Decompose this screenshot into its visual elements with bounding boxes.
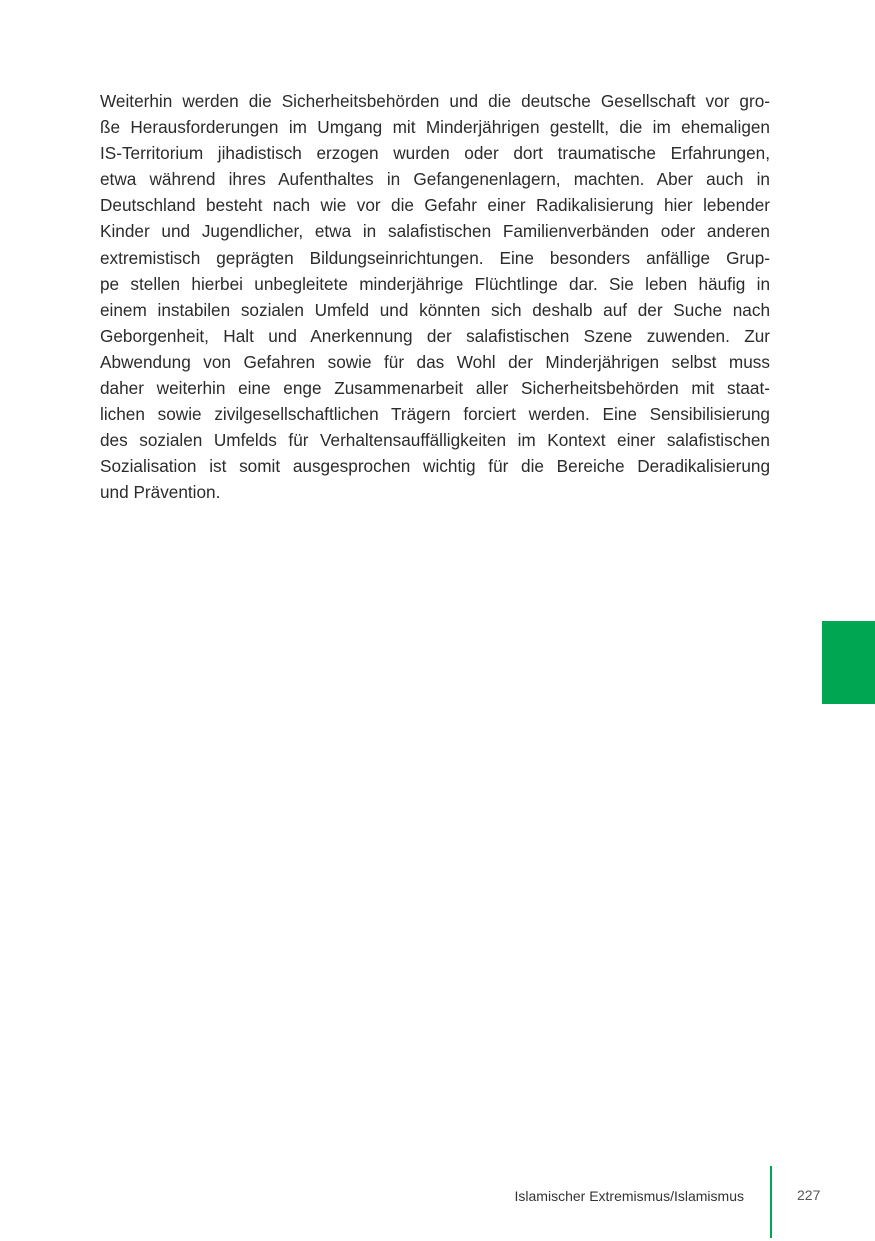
footer-section-title: Islamischer Extremismus/Islamismus bbox=[514, 1188, 744, 1204]
paragraph-line: Geborgenheit, Halt und Anerkennung der salafistischen Szene zuwenden. Zur bbox=[100, 325, 770, 346]
paragraph-line: und Prävention. bbox=[100, 482, 221, 503]
paragraph-line: Kinder und Jugendlicher, etwa in salafistischen Familienverbänden oder anderen bbox=[100, 221, 770, 242]
body-paragraph bbox=[100, 88, 770, 506]
paragraph-line: Weiterhin werden die Sicherheitsbehörden und die deutsche Gesellschaft vor gro- bbox=[100, 91, 770, 111]
paragraph-line: des sozialen Umfelds für Verhaltensauffälligkeiten im Kontext einer salafistischen bbox=[100, 430, 770, 451]
paragraph-line: Abwendung von Gefahren sowie für das Wohl der Minderjährigen selbst muss bbox=[100, 351, 770, 372]
paragraph-line: einem instabilen sozialen Umfeld und könnten sich deshalb auf der Suche nach bbox=[100, 299, 770, 320]
paragraph-line: daher weiterhin eine enge Zusammenarbeit aller Sicherheitsbehörden mit staat- bbox=[100, 378, 770, 399]
paragraph-line: extremistisch geprägten Bildungseinrichtungen. Eine besonders anfällige Grup- bbox=[100, 247, 770, 268]
page-number: 227 bbox=[797, 1187, 821, 1203]
paragraph-line: lichen sowie zivilgesellschaftlichen Trägern forciert werden. Eine Sensibilisierung bbox=[100, 404, 770, 425]
chapter-tab-marker bbox=[822, 621, 875, 704]
paragraph-line: Sozialisation ist somit ausgesprochen wichtig für die Bereiche Deradikalisierung bbox=[100, 456, 770, 477]
paragraph-line: pe stellen hierbei unbegleitete minderjährige Flüchtlinge dar. Sie leben häufig in bbox=[100, 273, 770, 294]
paragraph-line: IS-Territorium jihadistisch erzogen wurden oder dort traumatische Erfahrungen, bbox=[100, 143, 770, 164]
paragraph-line: ße Herausforderungen im Umgang mit Minderjährigen gestellt, die im ehemaligen bbox=[100, 117, 770, 138]
footer-divider bbox=[770, 1166, 772, 1238]
paragraph-line: etwa während ihres Aufenthaltes in Gefangenenlagern, machten. Aber auch in bbox=[100, 169, 770, 190]
paragraph-line: Deutschland besteht nach wie vor die Gefahr einer Radikalisierung hier lebender bbox=[100, 195, 770, 216]
